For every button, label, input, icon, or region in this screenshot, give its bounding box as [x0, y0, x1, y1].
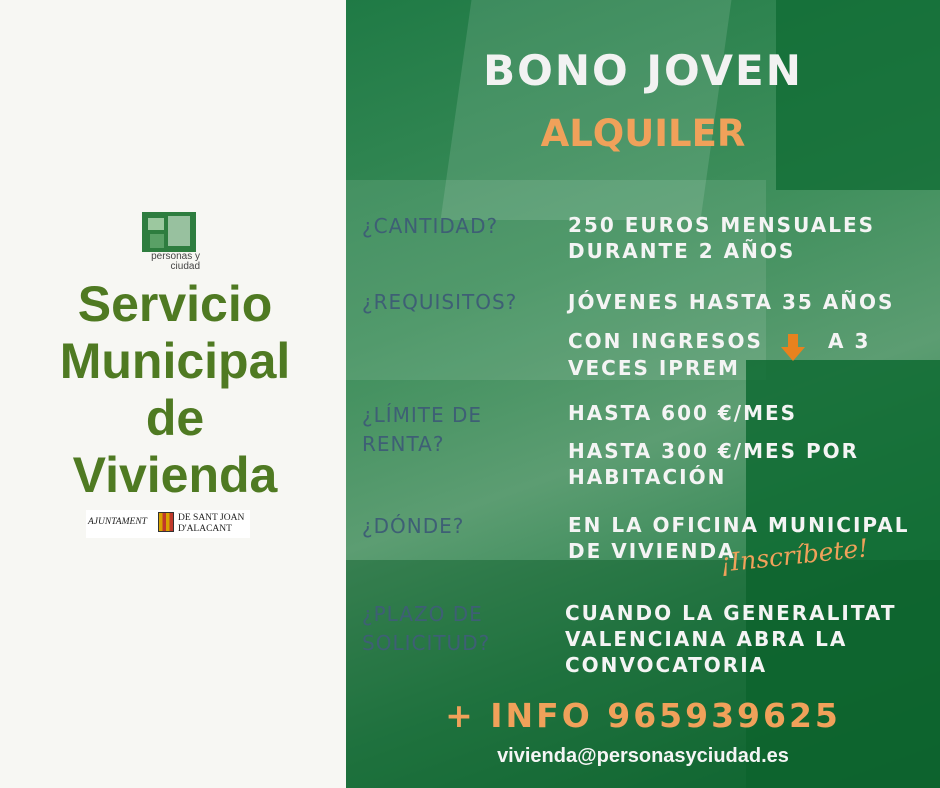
- answer-renta-habitacion: HASTA 300 €/MES POR HABITACIÓN: [568, 439, 860, 489]
- service-title: [20, 276, 330, 504]
- service-title-line-2: Municipal: [59, 333, 291, 389]
- question-cantidad: ¿CANTIDAD?: [362, 214, 499, 238]
- shield-icon: [158, 512, 174, 532]
- question-donde: ¿DÓNDE?: [362, 514, 465, 538]
- question-plazo: ¿PLAZO DE SOLICITUD?: [362, 602, 491, 655]
- question-requisitos: ¿REQUISITOS?: [362, 290, 518, 314]
- answer-plazo: CUANDO LA GENERALITAT VALENCIANA ABRA LA CONVOCATORIA: [565, 601, 897, 677]
- poster-subtitle: ALQUILER: [540, 112, 746, 155]
- answer-donde: EN LA OFICINA MUNICIPAL DE VIVIENDA: [568, 513, 910, 563]
- personas-y-ciudad-logo: [142, 212, 196, 252]
- question-limite-renta: ¿LÍMITE DE RENTA?: [362, 403, 483, 456]
- service-title-line-3: de: [145, 390, 205, 446]
- inscribete-callout: ¡Inscríbete!: [718, 533, 870, 578]
- contact-email[interactable]: vivienda@personasyciudad.es: [497, 745, 789, 767]
- answer-cantidad: 250 EUROS MENSUALES DURANTE 2 AÑOS: [568, 213, 876, 263]
- answer-requisitos-income: CON INGRESOS: [568, 329, 763, 353]
- answer-renta-mes: HASTA 600 €/MES: [568, 401, 798, 425]
- ajuntament-label: AJUNTAMENT: [88, 517, 147, 527]
- municipality-label: DE SANT JOAN D'ALACANT: [178, 513, 245, 534]
- logo-text: personas y ciudad: [151, 251, 200, 272]
- answer-requisitos-iprem: VECES IPREM: [568, 356, 740, 380]
- answer-requisitos-times: A 3: [828, 329, 871, 353]
- poster-title: BONO JOVEN: [483, 46, 803, 95]
- ajuntament-logo: [86, 510, 250, 538]
- info-phone[interactable]: + INFO 965939625: [445, 696, 841, 735]
- arrow-down-icon: [780, 334, 806, 362]
- answer-requisitos-age: JÓVENES HASTA 35 AÑOS: [568, 290, 895, 314]
- service-title-line-1: Servicio: [77, 276, 273, 332]
- service-title-line-4: Vivienda: [72, 447, 278, 503]
